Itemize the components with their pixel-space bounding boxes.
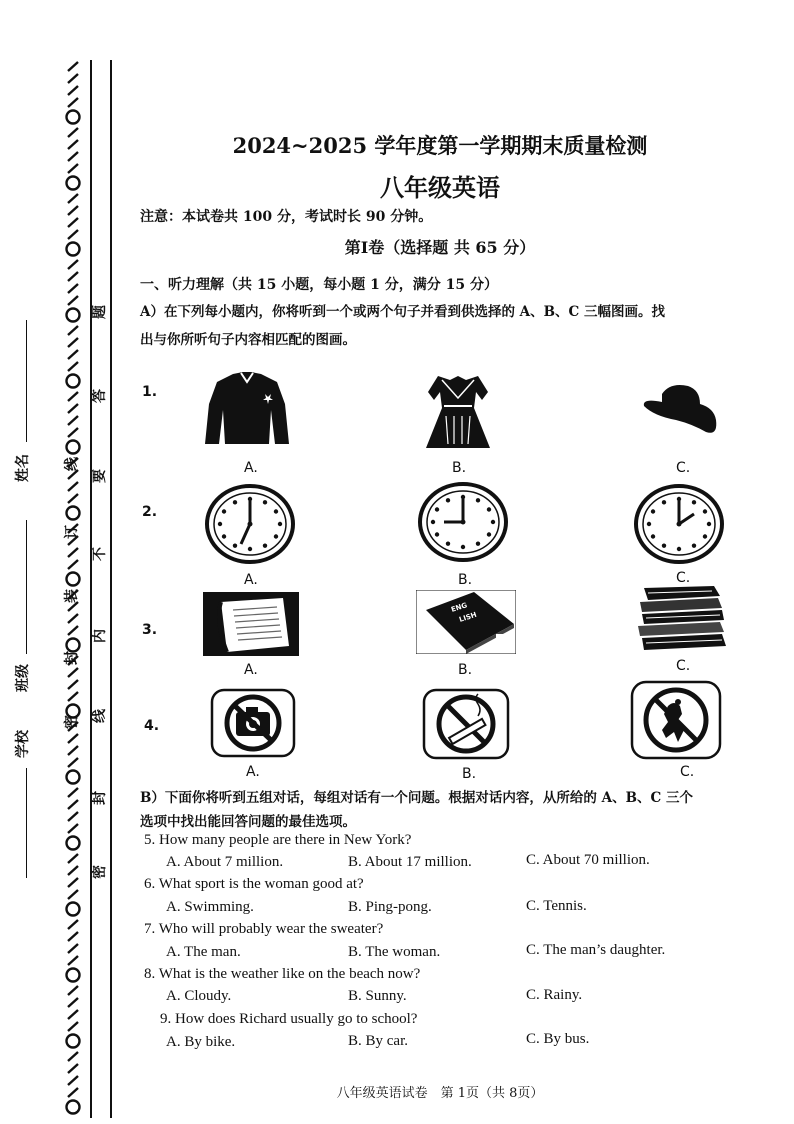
option-c[interactable]: C. Rainy. [526,987,583,1003]
slash-mark [68,470,78,479]
book-icon[interactable] [203,592,299,656]
cut-char-feng: 封 [64,651,80,665]
option-a-label: A. [244,662,258,678]
slash-mark [68,692,78,701]
exam-notice: 注意：本试卷共 100 分，考试时长 90 分钟。 [140,209,433,225]
option-a-label: A. [244,572,258,588]
cut-char-zhuang: 装 [64,589,80,603]
book-icon[interactable] [416,590,516,654]
question-text: 9. How does Richard usually go to school? [160,1011,418,1027]
option-a[interactable]: A. Swimming. [166,899,254,915]
circle-mark [67,1035,80,1048]
class-blank[interactable] [26,520,27,654]
slash-mark [68,680,78,689]
clock-tick [431,520,435,524]
slash-mark [68,944,78,953]
slash-mark [68,668,78,677]
clock-tick [435,532,439,536]
part-a-instruction-1: A）在下列每小题内，你将听到一个或两个句子并看到供选择的 A、B、C 三幅图画。找 [140,304,666,320]
clock-tick [707,522,711,526]
clock-tick [222,509,226,513]
question-number: 1. [142,384,158,400]
option-b[interactable]: B. About 17 million. [348,854,472,870]
name-blank[interactable] [26,320,27,442]
circle-mark [67,375,80,388]
slash-mark [68,920,78,929]
svg-text:LISH: LISH [458,610,478,624]
slash-mark [68,1022,78,1031]
svg-text:ENG: ENG [450,601,469,614]
circle-mark [67,837,80,850]
clock-tick [662,543,666,547]
clock-tick [446,498,450,502]
clock-tick [692,543,696,547]
slash-mark [68,1064,78,1073]
warn-char-yao: 要 [92,469,108,483]
name-label: 姓名 [15,454,31,482]
book-icon[interactable] [636,584,728,658]
slash-mark [68,296,78,305]
option-a-label: A. [246,764,260,780]
margin-border-left [90,60,92,1118]
option-c[interactable]: C. The man’s daughter. [526,942,666,958]
part-b-instruction-1: B）下面你将听到五组对话，每组对话有一个问题。根据对话内容，从所给的 A、B、C 三个 [140,790,693,806]
circle-mark [67,639,80,652]
clock-tick [233,543,237,547]
slash-mark [68,866,78,875]
warn-char-da: 答 [92,389,108,403]
dress-icon[interactable] [424,372,492,452]
slash-mark [68,824,78,833]
slash-mark [68,1052,78,1061]
clock-tick [692,500,696,504]
clock-tick [487,532,491,536]
question-number: 2. [142,504,158,520]
option-a[interactable]: A. Cloudy. [166,988,232,1004]
slash-mark [68,854,78,863]
class-label: 班级 [15,664,31,692]
clock-tick [263,500,267,504]
clock-tick [278,522,282,526]
cut-char-mi: 密 [64,715,80,729]
clock-tick [487,507,491,511]
slash-mark [68,338,78,347]
school-blank[interactable] [26,768,27,878]
option-c[interactable]: C. About 70 million. [526,852,650,868]
clock-tick [461,545,465,549]
section-heading: 一、听力理解（共 15 小题，每小题 1 分，满分 15 分） [140,277,498,293]
slash-mark [68,218,78,227]
option-c[interactable]: C. By bus. [526,1031,590,1047]
question-number: 3. [142,622,158,638]
question-text: 7. Who will probably wear the sweater? [144,921,384,937]
question-text: 5. How many people are there in New York? [144,832,412,848]
no-smoking-icon[interactable] [422,688,510,760]
clock-tick [476,498,480,502]
option-c-label: C. [680,764,695,780]
slash-mark [68,932,78,941]
option-c-label: C. [676,658,691,674]
slash-mark [68,86,78,95]
clock-tick [703,534,707,538]
warn-char-bu: 不 [92,547,108,561]
cut-char-xian: 线 [64,457,80,471]
slash-mark [68,560,78,569]
slash-mark [68,350,78,359]
slash-mark [68,800,78,809]
clock-tick [677,547,681,551]
clock-tick [222,534,226,538]
slash-mark [68,758,78,767]
clock-tick [274,534,278,538]
slash-mark [68,602,78,611]
exam-title: 2024~2025 学年度第一学期期末质量检测 [232,133,648,158]
slash-mark [68,746,78,755]
exam-subtitle: 八年级英语 [380,173,500,202]
clock-tick [218,522,222,526]
slash-mark [68,548,78,557]
option-b[interactable]: B. The woman. [348,944,441,960]
clock-tick [476,541,480,545]
circle-mark [67,573,80,586]
slash-mark [68,404,78,413]
option-a[interactable]: A. The man. [166,944,241,960]
clock-tick [647,522,651,526]
circle-mark [67,1101,80,1114]
clock-icon[interactable] [418,482,508,562]
slash-mark [68,812,78,821]
cut-char-ding: 订 [64,525,80,539]
warn-char-nei: 内 [92,629,108,643]
slash-mark [68,284,78,293]
warn-char-xian: 线 [92,709,108,723]
part-a-instruction-2: 出与你所听句子内容相匹配的图画。 [140,332,356,348]
option-c-label: C. [676,460,691,476]
slash-mark [68,326,78,335]
question-text: 6. What sport is the woman good at? [144,876,364,892]
slash-mark [68,362,78,371]
option-b-label: B. [452,460,467,476]
circle-mark [67,903,80,916]
slash-mark [68,416,78,425]
part-one-title: 第Ⅰ卷（选择题 共 65 分） [344,238,536,257]
circle-mark [67,441,80,454]
clock-tick [491,520,495,524]
circle-mark [67,309,80,322]
clock-tick [233,500,237,504]
option-b-label: B. [458,572,473,588]
clock-icon[interactable] [205,484,295,564]
slash-mark [68,734,78,743]
slash-mark [68,878,78,887]
slash-mark [68,260,78,269]
slash-mark [68,956,78,965]
clock-tick [274,509,278,513]
slash-mark [68,998,78,1007]
option-a-label: A. [244,460,258,476]
sweater-icon[interactable] [203,370,291,448]
clock-tick [248,547,252,551]
option-a[interactable]: A. By bike. [166,1034,236,1050]
slash-mark [68,206,78,215]
option-a[interactable]: A. About 7 million. [166,854,284,870]
warn-char-ti: 题 [92,305,108,319]
part-b-instruction-2: 选项中找出能回答问题的最佳选项。 [140,814,356,830]
slash-mark [68,482,78,491]
slash-mark [68,494,78,503]
clock-tick [651,534,655,538]
question-number: 4. [144,718,160,734]
clock-tick [446,541,450,545]
slash-mark [68,98,78,107]
page-footer: 八年级英语试卷 第 1页（共 8页） [336,1086,544,1101]
no-dog-icon[interactable] [630,680,722,760]
hat-icon[interactable] [640,380,720,440]
clock-tick [662,500,666,504]
clock-tick [703,509,707,513]
circle-mark [67,969,80,982]
margin-border-right [110,60,112,1118]
warn-char-mi: 密 [92,865,108,879]
slash-mark [68,986,78,995]
clock-tick [435,507,439,511]
slash-mark [68,62,78,71]
slash-mark [68,626,78,635]
slash-mark [68,890,78,899]
warn-char-feng: 封 [92,791,108,805]
clock-tick [651,509,655,513]
school-label: 学校 [15,730,31,758]
option-c-label: C. [676,570,691,586]
clock-tick [263,543,267,547]
option-b-label: B. [458,662,473,678]
clock-icon[interactable] [634,484,724,564]
no-camera-icon[interactable] [210,688,296,758]
option-c[interactable]: C. Tennis. [526,898,587,914]
circle-mark [67,507,80,520]
circle-mark [67,771,80,784]
slash-mark [68,614,78,623]
slash-mark [68,74,78,83]
question-text: 8. What is the weather like on the beach now? [144,966,421,982]
option-b-label: B. [462,766,477,782]
slash-mark [68,1010,78,1019]
slash-mark [68,788,78,797]
slash-mark [68,392,78,401]
option-b[interactable]: B. Ping-pong. [348,899,432,915]
circle-mark [67,111,80,124]
option-b[interactable]: B. By car. [348,1033,408,1049]
slash-mark [68,428,78,437]
slash-mark [68,272,78,281]
option-b[interactable]: B. Sunny. [348,988,407,1004]
